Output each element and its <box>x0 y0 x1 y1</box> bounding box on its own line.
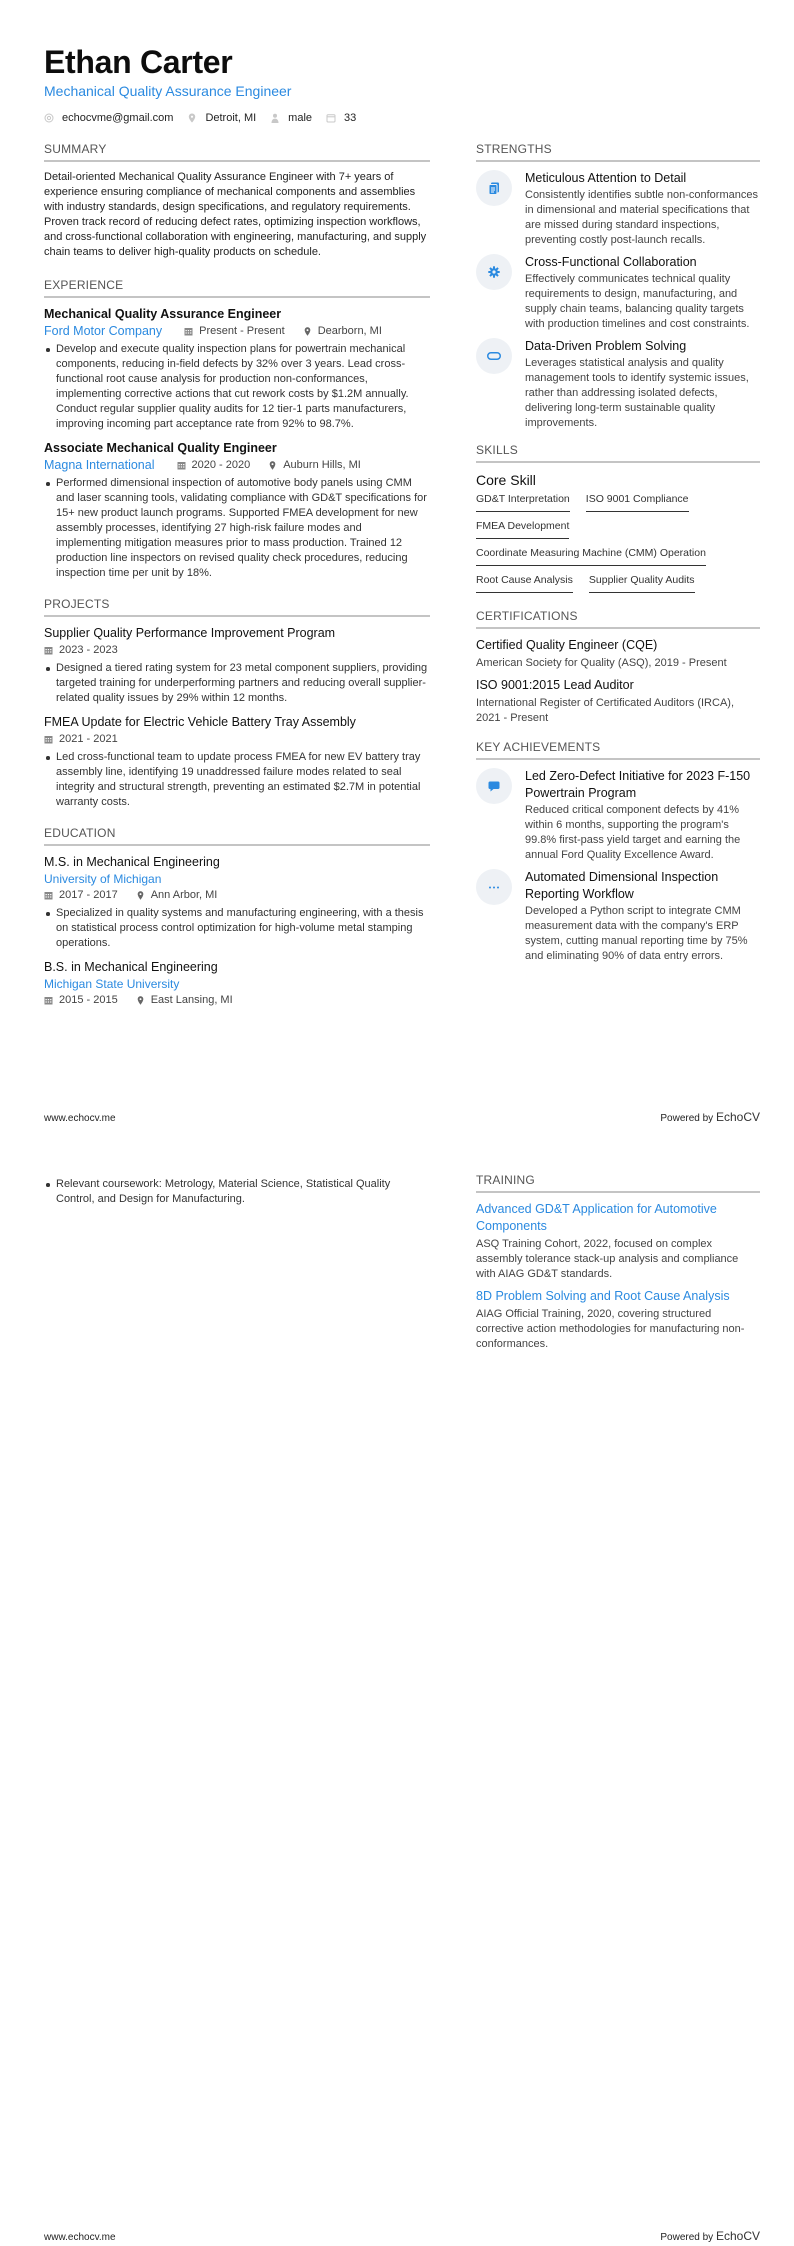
contact-location <box>187 112 256 124</box>
education-location-value: East Lansing, MI <box>150 994 233 1006</box>
education-section <box>44 826 430 1009</box>
strengths-section <box>476 142 760 431</box>
right-column <box>476 142 760 970</box>
strength-body <box>525 254 760 332</box>
job-title: Associate Mechanical Quality Engineer <box>44 441 277 455</box>
education-bullet: Relevant coursework: Metrology, Material Science, Statistical Quality Control, and Design for Manufacturing. <box>44 1177 430 1207</box>
location-pin-icon <box>268 461 277 470</box>
job-meta <box>44 323 430 340</box>
training-title: Advanced GD&T Application for Automotive Components <box>476 1202 717 1233</box>
project-meta <box>44 731 430 748</box>
contact-gender-value: male <box>288 112 313 124</box>
brand-name: EchoCV <box>715 2229 760 2243</box>
strength-title: Data-Driven Problem Solving <box>525 339 687 353</box>
brand-name: EchoCV <box>715 1110 760 1124</box>
pill-icon <box>476 338 512 374</box>
strength-title: Cross-Functional Collaboration <box>525 255 697 269</box>
contact-email-value: echocvme@gmail.com <box>62 112 174 124</box>
project-title: Supplier Quality Performance Improvement Program <box>44 626 336 640</box>
school-name: Michigan State University <box>44 977 180 991</box>
training-title: 8D Problem Solving and Root Cause Analysis <box>476 1289 730 1303</box>
location-pin-icon <box>136 996 145 1005</box>
certification-title: Certified Quality Engineer (CQE) <box>476 638 658 652</box>
achievement-desc: Developed a Python script to integrate CMM measurement data with the company's ERP system, cutting manual reporting time by 75% and eliminating 90% of data entry errors. <box>525 905 748 962</box>
training-desc: AIAG Official Training, 2020, covering structured corrective action methodologies for manufacturing non-conformances. <box>476 1308 745 1350</box>
project-dates <box>44 642 118 659</box>
skills-list <box>476 493 760 601</box>
summary-text: Detail-oriented Mechanical Quality Assurance Engineer with 7+ years of experience ensuring compliance of mechanical components and assemblies with industry standards, design specifications, and regulatory requirements. Proven track record of reducing defect rates, optimizing inspection workflows, and cross-functional collaboration with engineering, manufacturing, and supply chain teams to deliver high-quality products on schedule. <box>44 171 427 258</box>
job-bullets <box>44 476 430 581</box>
project-bullets <box>44 661 430 706</box>
powered-by-label: Powered by <box>660 2232 714 2243</box>
education-item <box>44 959 430 1009</box>
right-column-continued <box>476 1173 760 1358</box>
education-dates-value: 2017 - 2017 <box>59 889 118 901</box>
experience-section <box>44 278 430 581</box>
achievement-item <box>476 869 760 964</box>
school-name: University of Michigan <box>44 872 162 886</box>
calendar-icon <box>177 461 186 470</box>
gear-icon <box>476 254 512 290</box>
calendar-icon <box>326 113 336 123</box>
job-dates <box>177 457 251 474</box>
calendar-icon <box>44 891 53 900</box>
training-item <box>476 1288 760 1352</box>
job-location-value: Auburn Hills, MI <box>283 459 361 471</box>
job-location <box>303 323 382 340</box>
certification-item <box>476 637 760 671</box>
strength-body <box>525 170 760 248</box>
job-location <box>268 457 361 474</box>
summary-section <box>44 142 430 260</box>
section-title-skills: SKILLS <box>476 443 760 463</box>
education-bullet: Specialized in quality systems and manufacturing engineering, with a thesis on statistical process control optimization for high-volume metal stamping operations. <box>44 906 430 951</box>
section-title-projects: PROJECTS <box>44 597 430 617</box>
education-location-value: Ann Arbor, MI <box>150 889 218 901</box>
location-pin-icon <box>136 891 145 900</box>
footer-powered <box>660 1110 760 1124</box>
project-dates <box>44 731 118 748</box>
contact-gender <box>270 112 312 124</box>
certification-item <box>476 677 760 726</box>
achievement-body <box>525 768 760 863</box>
project-bullets <box>44 750 430 810</box>
education-location <box>136 887 218 904</box>
project-dates-value: 2023 - 2023 <box>59 644 118 656</box>
skill-tag: ISO 9001 Compliance <box>586 493 689 512</box>
company-name: Magna International <box>44 458 155 472</box>
calendar-icon <box>44 646 53 655</box>
resume-page-2 <box>0 1123 794 2246</box>
skill-tag: Root Cause Analysis <box>476 574 573 593</box>
company-name: Ford Motor Company <box>44 324 163 338</box>
achievements-section <box>476 740 760 964</box>
skill-tag: Supplier Quality Audits <box>589 574 695 593</box>
strength-desc: Consistently identifies subtle non-conformances in dimensional and material specifications that are missed during standard inspections, preventing costly post-launch recalls. <box>525 189 758 246</box>
certification-issuer: American Society for Quality (ASQ), 2019 - Present <box>476 657 727 669</box>
training-desc: ASQ Training Cohort, 2022, focused on complex assembly tolerance stack-up analysis and compliance with AIAG GD&T standards. <box>476 1238 739 1280</box>
achievement-title: Automated Dimensional Inspection Reporting Workflow <box>525 870 719 901</box>
project-title: FMEA Update for Electric Vehicle Battery Tray Assembly <box>44 715 356 729</box>
skill-tag: FMEA Development <box>476 520 569 539</box>
job-dates <box>184 323 285 340</box>
contact-location-value: Detroit, MI <box>205 112 257 124</box>
page-footer <box>44 2229 760 2243</box>
left-column-continued <box>44 1175 430 1207</box>
contact-age <box>326 112 356 124</box>
strength-desc: Leverages statistical analysis and quality management tools to identify systemic issues, rather than addressing isolated defects, delivering long-term sustainable quality improvements. <box>525 357 749 429</box>
education-item <box>44 854 430 951</box>
projects-section <box>44 597 430 810</box>
education-bullets <box>44 906 430 951</box>
achievement-desc: Reduced critical component defects by 41% within 6 months, supporting the program's 99.8% first-pass yield target and earning the annual Ford Quality Excellence Award. <box>525 804 741 861</box>
contact-row <box>44 112 370 124</box>
strength-body <box>525 338 760 431</box>
project-dates-value: 2021 - 2021 <box>59 733 118 745</box>
certifications-section <box>476 609 760 726</box>
education-dates-value: 2015 - 2015 <box>59 994 118 1006</box>
job-bullets <box>44 342 430 432</box>
experience-item <box>44 440 430 581</box>
page-footer <box>44 1110 760 1124</box>
degree-title: B.S. in Mechanical Engineering <box>44 960 218 974</box>
education-dates <box>44 992 118 1009</box>
experience-item <box>44 306 430 432</box>
person-icon <box>270 113 280 123</box>
strength-item <box>476 254 760 332</box>
section-title-achievements: KEY ACHIEVEMENTS <box>476 740 760 760</box>
contact-email <box>44 112 173 124</box>
ellipsis-icon <box>476 869 512 905</box>
section-title-education: EDUCATION <box>44 826 430 846</box>
strength-title: Meticulous Attention to Detail <box>525 171 687 185</box>
section-title-strengths: STRENGTHS <box>476 142 760 162</box>
achievement-title: Led Zero-Defect Initiative for 2023 F-150 Powertrain Program <box>525 769 751 800</box>
education-meta <box>44 887 430 904</box>
left-column <box>44 142 430 1017</box>
section-title-summary: SUMMARY <box>44 142 430 162</box>
education-dates <box>44 887 118 904</box>
education-location <box>136 992 233 1009</box>
strength-item <box>476 170 760 248</box>
chat-bubble-icon <box>476 768 512 804</box>
job-bullet: Develop and execute quality inspection plans for powertrain mechanical components, reducing in-field defects by 32% over 3 years. Lead cross-functional root cause analysis for production non-conformances, implementing corrective actions that cut rework costs by $1.2M annually. Conduct regular supplier quality audits for 12 tier-1 parts manufacturers, improving incoming part acceptance rate from 92% to 98.7%. <box>44 342 430 432</box>
job-location-value: Dearborn, MI <box>317 325 382 337</box>
skills-section <box>476 443 760 601</box>
job-dates-value: Present - Present <box>199 325 285 337</box>
achievement-item <box>476 768 760 863</box>
skill-tag: Coordinate Measuring Machine (CMM) Operation <box>476 547 706 566</box>
job-title: Mechanical Quality Assurance Engineer <box>44 307 282 321</box>
at-icon <box>44 113 54 123</box>
section-title-experience: EXPERIENCE <box>44 278 430 298</box>
project-bullet: Designed a tiered rating system for 23 metal component suppliers, providing targeted training for underperforming partners and reducing overall supplier-related quality issues by 29% within 12 months. <box>44 661 430 706</box>
skill-tag: GD&T Interpretation <box>476 493 570 512</box>
footer-site-link[interactable]: www.echocv.me <box>44 1113 116 1124</box>
candidate-name: Ethan Carter <box>44 44 233 80</box>
job-meta <box>44 457 430 474</box>
location-pin-icon <box>303 327 312 336</box>
education-meta <box>44 992 430 1009</box>
achievement-body <box>525 869 760 964</box>
job-dates-value: 2020 - 2020 <box>191 459 251 471</box>
location-pin-icon <box>187 113 197 123</box>
education-bullets <box>44 1177 430 1207</box>
training-item <box>476 1201 760 1282</box>
footer-powered <box>660 2229 760 2243</box>
clipboard-icon <box>476 170 512 206</box>
calendar-icon <box>184 327 193 336</box>
section-title-certifications: CERTIFICATIONS <box>476 609 760 629</box>
strength-desc: Effectively communicates technical quality requirements to design, manufacturing, and supply chain teams, balancing quality targets with production timelines and cost constraints. <box>525 273 750 330</box>
contact-age-value: 33 <box>344 112 357 124</box>
strength-item <box>476 338 760 431</box>
calendar-icon <box>44 735 53 744</box>
project-item <box>44 625 430 706</box>
powered-by-label: Powered by <box>660 1113 714 1124</box>
skill-group-title: Core Skill <box>476 472 536 488</box>
project-bullet: Led cross-functional team to update process FMEA for new EV battery tray assembly line, identifying 19 unaddressed failure modes related to seal integrity and structural strength, preventing an estimated $2.7M in potential warranty costs. <box>44 750 430 810</box>
certification-title: ISO 9001:2015 Lead Auditor <box>476 678 634 692</box>
project-item <box>44 714 430 810</box>
section-title-training: TRAINING <box>476 1173 760 1193</box>
job-bullet: Performed dimensional inspection of automotive body panels using CMM and laser scanning tools, validating compliance with GD&T specifications for 15+ new product launch programs. Supported FMEA development for new assembly processes, identifying 27 high-risk failure modes and implementing mitigation measures prior to mass production. Trained 12 production line inspectors on revised quality check procedures, reducing inspection time per unit by 18%. <box>44 476 430 581</box>
candidate-title: Mechanical Quality Assurance Engineer <box>44 83 292 99</box>
degree-title: M.S. in Mechanical Engineering <box>44 855 220 869</box>
project-meta <box>44 642 430 659</box>
certification-issuer: International Register of Certificated Auditors (IRCA), 2021 - Present <box>476 697 735 724</box>
calendar-icon <box>44 996 53 1005</box>
resume-header <box>44 44 370 124</box>
footer-site-link[interactable]: www.echocv.me <box>44 2232 116 2243</box>
training-section <box>476 1173 760 1352</box>
